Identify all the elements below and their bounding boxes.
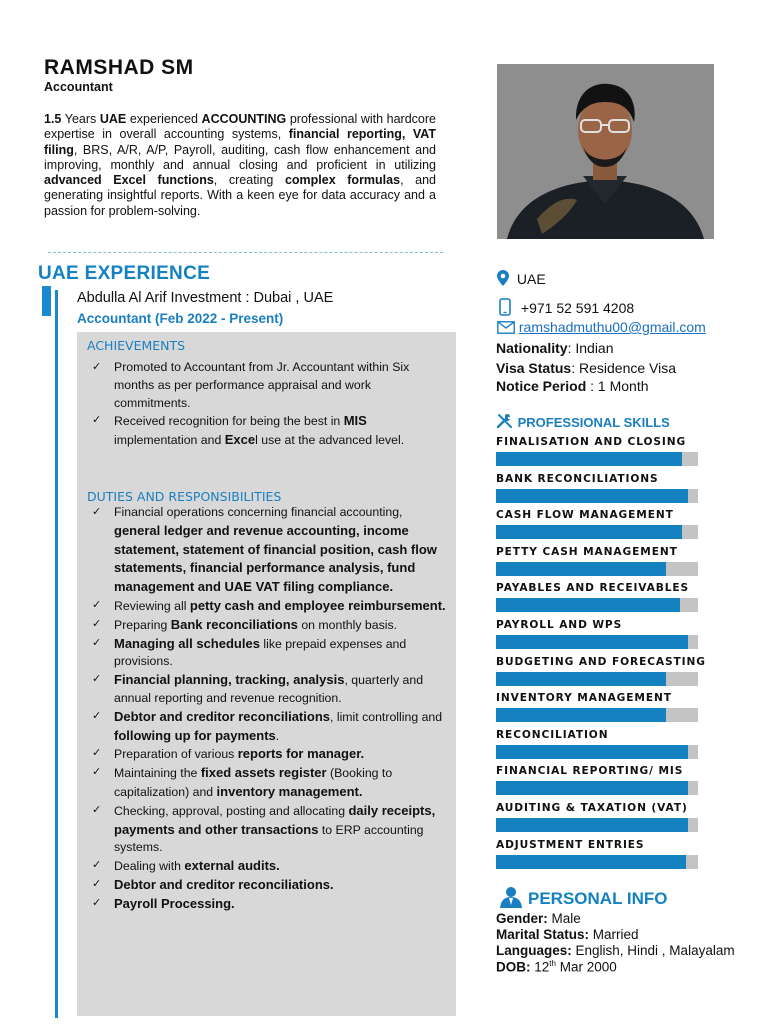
list-item-run: Debtor and creditor reconciliations. (114, 876, 334, 892)
dob-day: 12 (530, 959, 550, 975)
marital-label: Marital Status: (496, 927, 590, 942)
contact-location (497, 270, 546, 287)
list-item-run: Preparation of various (114, 747, 238, 762)
check-icon: ✓ (92, 896, 102, 909)
list-item (92, 504, 448, 597)
summary-run: financial reporting, VAT filing (44, 127, 436, 157)
timeline-line (55, 290, 58, 1018)
gender-line (496, 911, 581, 926)
nationality-line (496, 340, 614, 356)
list-item (92, 616, 448, 635)
summary-run: , BRS, A/R, A/P, Payroll, auditing, cash flow enhancement and improving, monthly and annual closing and proficient in utilizing (44, 142, 436, 172)
skill-label: RECONCILIATION (496, 728, 609, 741)
notice-label: Notice Period (496, 378, 587, 394)
tools-icon (496, 415, 518, 430)
contact-email (497, 319, 706, 335)
skill-bar-fill (496, 452, 682, 466)
section-divider (48, 252, 443, 253)
skill-label: BANK RECONCILIATIONS (496, 472, 659, 485)
timeline-marker (42, 286, 51, 316)
summary-run: ACCOUNTING (201, 112, 287, 126)
summary-run: UAE (99, 112, 127, 126)
list-item-run: Managing all schedules (114, 635, 260, 651)
list-item (92, 412, 442, 450)
list-item-run: external audits. (184, 858, 280, 874)
gender-label: Gender: (496, 911, 548, 926)
list-item-run: following up for payments (114, 727, 276, 743)
skill-label: CASH FLOW MANAGEMENT (496, 509, 674, 522)
list-item-run: Preparing (114, 617, 171, 632)
check-icon: ✓ (92, 803, 102, 816)
skill-bar-track (496, 489, 698, 503)
list-item-run: reports for manager. (237, 746, 365, 762)
achievements-heading: ACHIEVEMENTS (87, 338, 186, 353)
list-item-run: , limit controlling and (330, 709, 443, 724)
summary-run: professional with hardcore expertise in overall accounting systems, (44, 112, 436, 142)
visa-label: Visa Status (496, 360, 572, 376)
list-item-run: MIS (343, 413, 367, 429)
list-item (92, 635, 448, 672)
skill-bar-track (496, 781, 698, 795)
list-item (92, 708, 448, 746)
dob-line (496, 959, 617, 975)
skill-bar-track (496, 672, 698, 686)
skill-item (496, 655, 706, 668)
skill-item (496, 619, 698, 631)
list-item-run: general ledger and revenue accounting, income statement, statement of financial position, cash flow statements, financial performance analysis, fund management and UAE VAT filing compliance. (114, 522, 437, 595)
skill-item (496, 582, 698, 594)
marital-value: Married (589, 927, 639, 942)
skill-item (496, 436, 698, 448)
notice-line (496, 378, 649, 394)
skill-item (496, 802, 698, 814)
list-item-run: Financial operations concerning financial accounting, (114, 505, 403, 519)
skill-label: ADJUSTMENT ENTRIES (496, 838, 645, 851)
skill-item (496, 839, 698, 851)
achievements-list (92, 359, 442, 450)
visa-line (496, 360, 676, 376)
check-icon: ✓ (92, 709, 102, 722)
skill-item (496, 729, 698, 741)
dob-rest: Mar 2000 (555, 959, 617, 975)
list-item (92, 802, 448, 857)
skill-label: PETTY CASH MANAGEMENT (496, 545, 678, 558)
location-icon (497, 271, 513, 287)
contact-phone (499, 298, 634, 316)
check-icon: ✓ (92, 747, 102, 760)
list-item-run: l use at the advanced level. (255, 433, 405, 448)
duties-list (92, 504, 448, 914)
list-item-run: Dealing with (114, 859, 185, 874)
languages-label: Languages: (496, 943, 572, 958)
skill-bar-track (496, 818, 698, 832)
check-icon: ✓ (92, 506, 102, 518)
skills-heading-text: PROFESSIONAL SKILLS (517, 415, 670, 430)
summary-run: 1.5 (44, 112, 62, 126)
list-item-run: implementation and (114, 433, 225, 448)
person-icon (499, 886, 523, 913)
skill-bar-fill (496, 855, 686, 869)
skill-label: FINALISATION AND CLOSING (496, 436, 687, 448)
notice-value: : 1 Month (586, 378, 649, 394)
check-icon: ✓ (92, 361, 102, 373)
visa-value: : Residence Visa (571, 360, 677, 376)
list-item-run: , quarterly and annual reporting and revenue recognition. (114, 673, 424, 705)
gender-value: Male (547, 911, 581, 926)
job-position: Accountant (Feb 2022 - Present) (77, 311, 284, 326)
dob-suffix: th (549, 959, 556, 968)
skill-bar-track (496, 598, 698, 612)
list-item (92, 745, 448, 764)
list-item-run: petty cash and employee reimbursement. (189, 597, 446, 613)
check-icon: ✓ (92, 636, 102, 649)
skill-bar-fill (496, 818, 688, 832)
list-item-run: Promoted to Accountant from Jr. Accountant within Six months as per performance appraisal and work commitments. (114, 360, 410, 410)
skill-label: PAYABLES AND RECEIVABLES (496, 582, 690, 595)
summary-run: experienced (126, 112, 202, 126)
list-item-run: Bank reconciliations (170, 616, 298, 632)
skill-label: BUDGETING AND FORECASTING (496, 655, 706, 668)
check-icon: ✓ (92, 598, 102, 611)
email-link[interactable]: ramshadmuthu00@gmail.com (518, 319, 706, 335)
personal-info-heading: PERSONAL INFO (528, 889, 668, 908)
duties-heading: DUTIES AND RESPONSIBILITIES (87, 489, 282, 504)
phone-icon (499, 300, 515, 316)
check-icon: ✓ (92, 859, 102, 872)
skill-item (496, 509, 698, 521)
profile-summary (44, 112, 436, 219)
summary-run: Years (61, 112, 100, 126)
list-item (92, 857, 448, 876)
list-item (92, 359, 442, 412)
company-name: Abdulla Al Arif Investment : Dubai , UAE (77, 290, 334, 306)
skill-bar-track (496, 525, 698, 539)
list-item-run: Financial planning, tracking, analysis (114, 672, 345, 688)
candidate-name: RAMSHAD SM (44, 56, 194, 79)
list-item-run: Exce (224, 432, 256, 448)
check-icon: ✓ (92, 877, 102, 890)
email-icon (497, 319, 519, 335)
skills-heading (496, 413, 670, 430)
nationality-value: : Indian (567, 340, 614, 356)
skill-item (496, 546, 698, 558)
check-icon: ✓ (92, 617, 102, 630)
list-item (92, 597, 448, 616)
skill-item (496, 692, 698, 704)
skill-bar-fill (496, 745, 688, 759)
marital-line (496, 927, 639, 942)
profile-photo (497, 64, 714, 239)
skill-label: FINANCIAL REPORTING/ MIS (496, 765, 684, 778)
skill-bar-track (496, 745, 698, 759)
skill-bar-track (496, 562, 698, 576)
list-item-run: . (275, 728, 280, 743)
skill-bar-fill (496, 489, 688, 503)
nationality-label: Nationality (496, 340, 568, 356)
skill-bar-track (496, 708, 698, 722)
skill-bar-fill (496, 708, 666, 722)
languages-line (496, 943, 735, 958)
list-item-run: like prepaid expenses and provisions. (114, 636, 407, 669)
skill-item (496, 765, 698, 777)
list-item-run: Received recognition for being the best in (114, 414, 344, 429)
skill-bar-fill (496, 635, 688, 649)
skill-bar-fill (496, 598, 680, 612)
skill-item (496, 473, 698, 485)
skill-bar-track (496, 452, 698, 466)
location-text: UAE (516, 271, 546, 287)
list-item-run: daily receipts, payments and other transactions (114, 802, 436, 837)
check-icon: ✓ (92, 673, 102, 686)
list-item-run: on monthly basis. (297, 617, 398, 632)
languages-value: English, Hindi , Malayalam (571, 943, 735, 958)
phone-text: +971 52 591 4208 (520, 300, 635, 316)
skill-bar-track (496, 635, 698, 649)
skill-label: INVENTORY MANAGEMENT (496, 692, 672, 705)
check-icon: ✓ (92, 414, 102, 427)
dob-label: DOB: (496, 959, 531, 975)
list-item (92, 895, 448, 914)
list-item-run: Debtor and creditor reconciliations (114, 708, 330, 724)
list-item-run: Maintaining the (114, 766, 201, 781)
list-item-run: (Booking to capitalization) and (114, 766, 393, 799)
summary-run: advanced Excel functions (44, 173, 214, 188)
summary-run: , and generating insightful reports. With a keen eye for data accuracy and a passion for problem-solving. (44, 173, 436, 218)
list-item-run: to ERP accounting systems. (114, 822, 424, 855)
list-item (92, 876, 448, 895)
list-item-run: Reviewing all (114, 598, 190, 613)
candidate-title: Accountant (44, 80, 113, 94)
experience-heading: UAE EXPERIENCE (38, 263, 211, 284)
skill-bar-fill (496, 781, 688, 795)
list-item-run: inventory management. (216, 783, 363, 799)
list-item-run: Payroll Processing. (114, 895, 235, 911)
list-item-run: Checking, approval, posting and allocating (114, 803, 349, 818)
list-item-run: fixed assets register (200, 765, 327, 781)
skill-label: AUDITING & TAXATION (VAT) (496, 802, 688, 814)
summary-run: , creating (213, 173, 285, 188)
summary-run: complex formulas (284, 173, 401, 188)
skill-label: PAYROLL AND WPS (496, 619, 623, 631)
list-item (92, 671, 448, 708)
skill-bar-fill (496, 525, 682, 539)
list-item (92, 764, 448, 802)
skill-bar-fill (496, 562, 666, 576)
skill-bar-fill (496, 672, 666, 686)
check-icon: ✓ (92, 766, 102, 779)
skill-bar-track (496, 855, 698, 869)
